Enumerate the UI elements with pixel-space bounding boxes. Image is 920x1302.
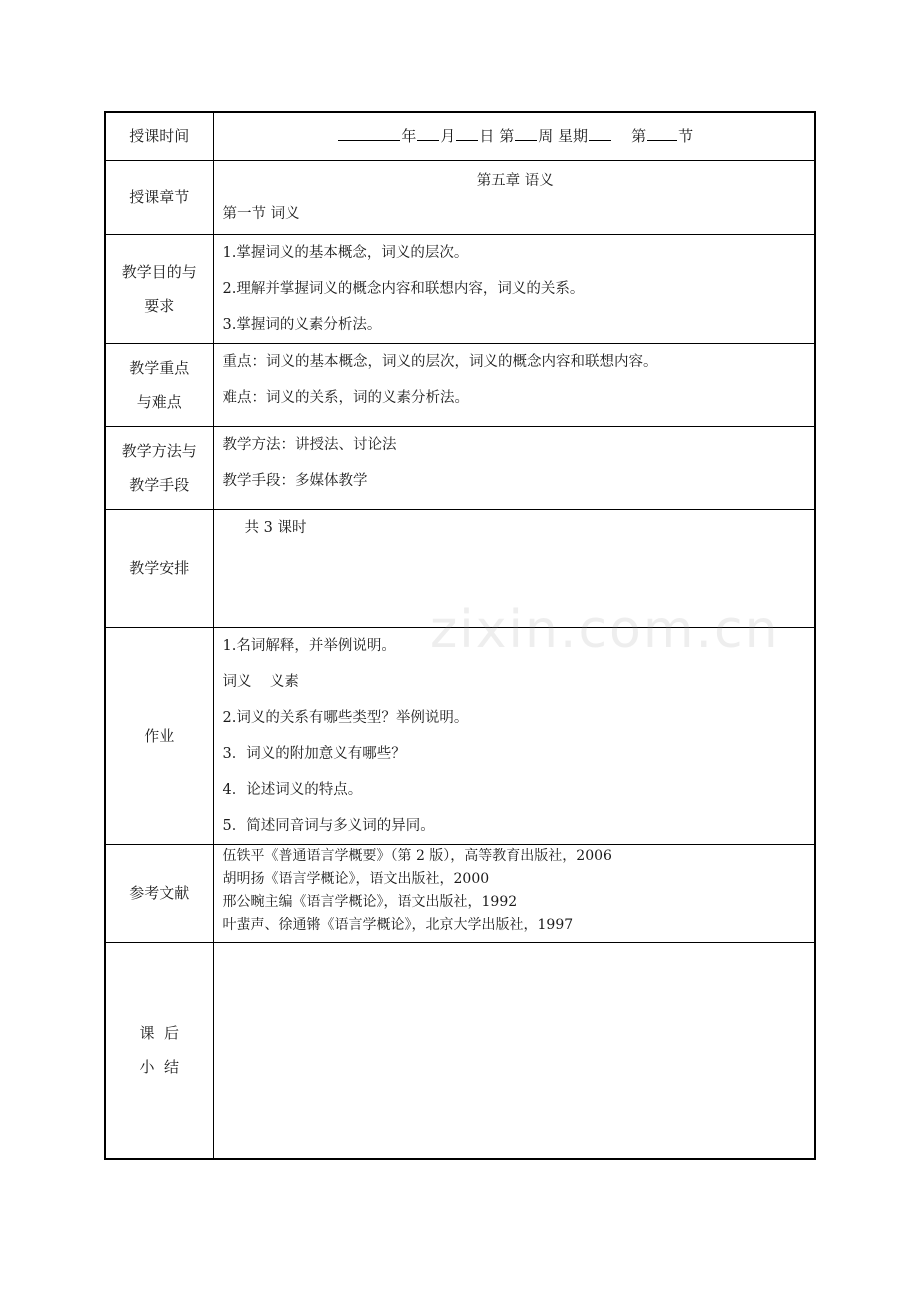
chapter-title: 第五章 语义	[476, 172, 554, 189]
row-chapter	[105, 160, 815, 234]
homework-item: 4．论述词义的特点。	[222, 781, 363, 798]
focus-content	[213, 343, 815, 426]
reference-item: 邢公畹主编《语言学概论》，语文出版社，1992	[222, 893, 518, 910]
watermark: zixin.com.cn	[430, 600, 780, 660]
goal-item: 1.掌握词义的基本概念，词义的层次。	[222, 244, 469, 261]
weekday-text: 星期	[558, 127, 589, 145]
reference-item: 伍铁平《普通语言学概要》（第 2 版），高等教育出版社，2006	[222, 847, 612, 864]
time-label: 授课时间	[105, 112, 213, 160]
day-text: 日	[479, 127, 495, 145]
row-method	[105, 426, 815, 509]
focus-label-line2: 与难点	[136, 392, 182, 411]
row-time	[105, 112, 815, 160]
summary-label	[105, 942, 213, 1159]
method-label-line1: 教学方法与	[121, 441, 197, 460]
goals-content	[213, 234, 815, 343]
week-text: 周	[538, 127, 554, 145]
chapter-section: 第一节 词义	[222, 205, 300, 222]
homework-item: 5．简述同音词与多义词的异同。	[222, 817, 435, 834]
year-text: 年	[401, 127, 417, 145]
reference-item: 叶蜚声、徐通锵《语言学概论》，北京大学出版社，1997	[222, 916, 574, 933]
row-summary	[105, 942, 815, 1159]
chapter-content	[213, 160, 815, 234]
row-references	[105, 844, 815, 942]
goal-item: 3.掌握词的义素分析法。	[222, 316, 382, 333]
goals-label	[105, 234, 213, 343]
summary-label-line1: 课 后	[139, 1024, 180, 1043]
method-item: 教学手段：多媒体教学	[222, 472, 368, 489]
goals-label-line1: 教学目的与	[121, 262, 197, 281]
schedule-text: 共 3 课时	[244, 519, 307, 536]
row-homework	[105, 627, 815, 844]
section-blank	[647, 126, 677, 141]
month-blank	[417, 126, 439, 141]
method-label-line2: 教学手段	[129, 475, 190, 494]
homework-item: 词义 义素	[222, 673, 299, 690]
week-prefix: 第	[499, 127, 515, 145]
focus-label	[105, 343, 213, 426]
row-schedule	[105, 509, 815, 627]
homework-label: 作业	[105, 627, 213, 844]
chapter-label: 授课章节	[105, 160, 213, 234]
schedule-label: 教学安排	[105, 509, 213, 627]
homework-item: 2.词义的关系有哪些类型？举例说明。	[222, 709, 469, 726]
homework-item: 1.名词解释，并举例说明。	[222, 637, 396, 654]
day-blank	[456, 126, 478, 141]
homework-item: 3．词义的附加意义有哪些？	[222, 745, 406, 762]
summary-content	[213, 942, 815, 1159]
references-label: 参考文献	[105, 844, 213, 942]
goal-item: 2.理解并掌握词义的概念内容和联想内容，词义的关系。	[222, 280, 585, 297]
weekday-blank	[589, 126, 611, 141]
section-text: 节	[678, 127, 694, 145]
section-prefix: 第	[631, 127, 647, 145]
reference-item: 胡明扬《语言学概论》，语文出版社，2000	[222, 870, 490, 887]
method-label	[105, 426, 213, 509]
schedule-content	[213, 509, 815, 627]
month-text: 月	[440, 127, 456, 145]
method-content	[213, 426, 815, 509]
lesson-plan-table	[104, 111, 816, 1160]
week-blank	[515, 126, 537, 141]
method-item: 教学方法：讲授法、讨论法	[222, 436, 397, 453]
year-blank	[338, 126, 400, 141]
time-content	[213, 112, 815, 160]
summary-label-line2: 小 结	[139, 1058, 180, 1077]
focus-item: 难点：词义的关系，词的义素分析法。	[222, 389, 469, 406]
row-goals	[105, 234, 815, 343]
row-focus	[105, 343, 815, 426]
goals-label-line2: 要求	[144, 296, 175, 315]
focus-label-line1: 教学重点	[129, 358, 190, 377]
references-content	[213, 844, 815, 942]
homework-content	[213, 627, 815, 844]
focus-item: 重点：词义的基本概念，词义的层次，词义的概念内容和联想内容。	[222, 353, 658, 370]
